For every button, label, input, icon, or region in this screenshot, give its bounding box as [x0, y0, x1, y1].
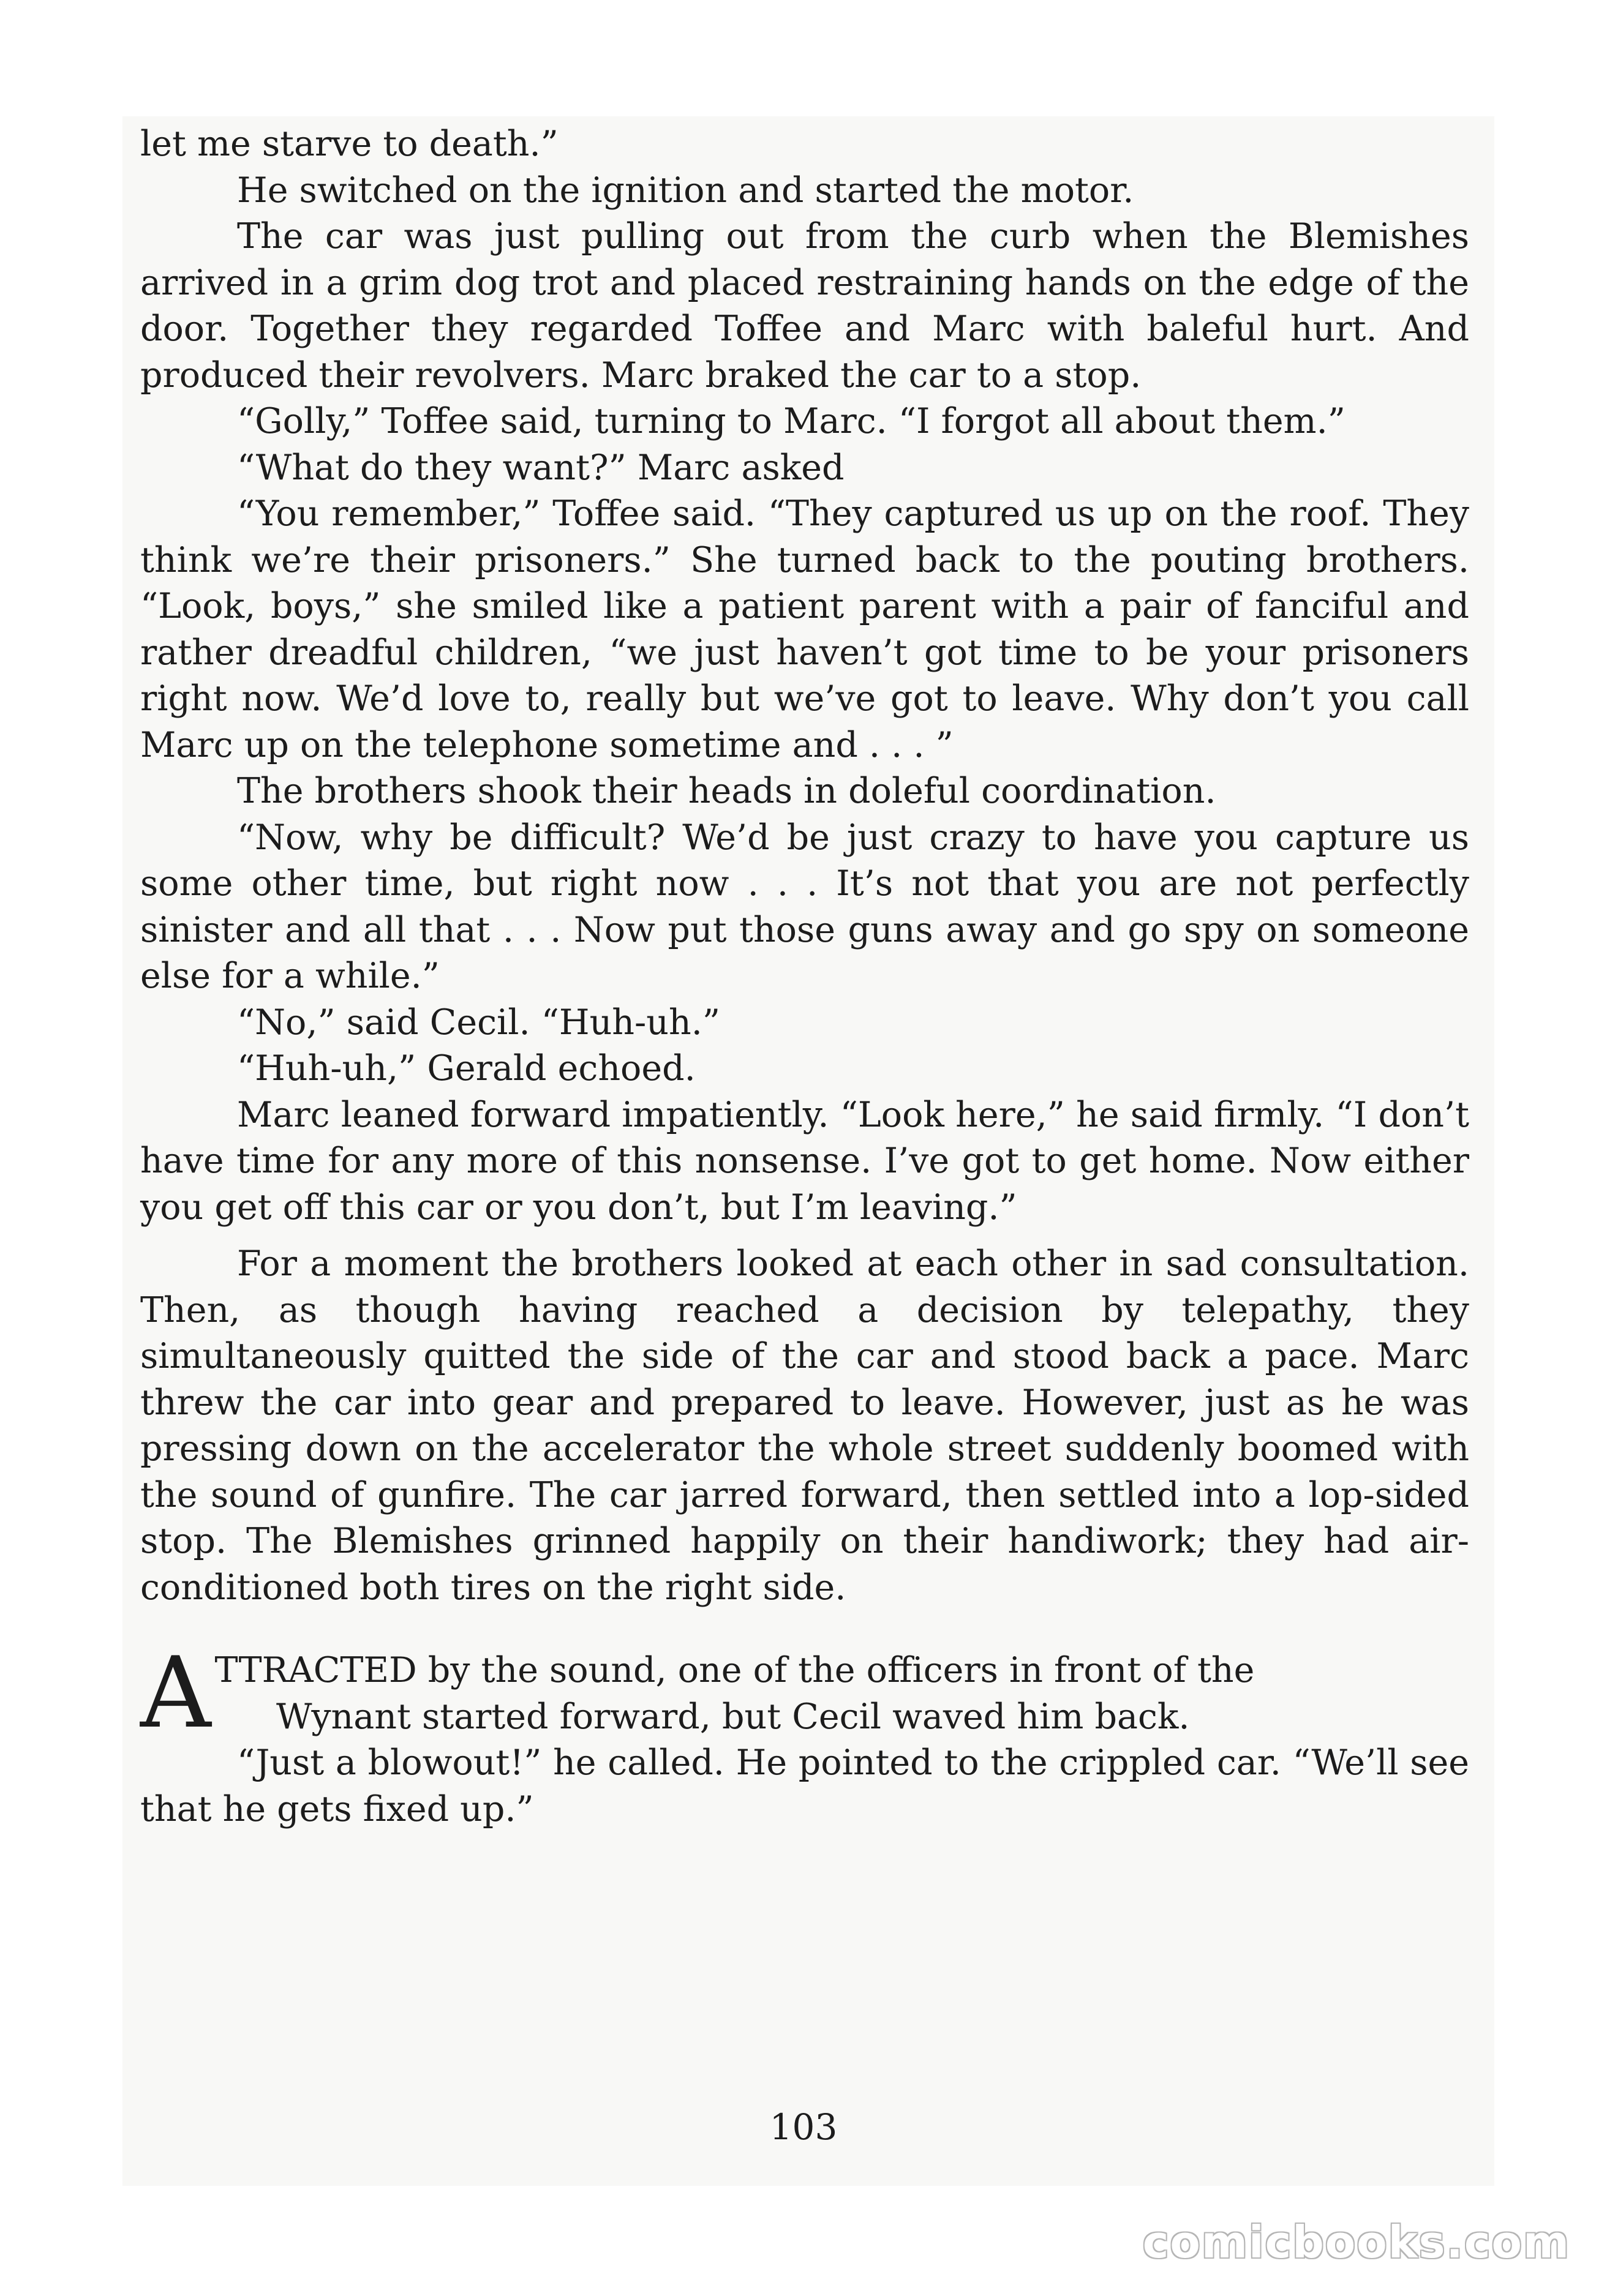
dropcap-line-2: Wynant started forward, but Cecil waved him back.	[276, 1696, 1190, 1737]
paragraph: Marc leaned forward impatiently. “Look here,” he said firmly. “I don’t have time for any more of this nonsense. I’ve got to get home. Now either you get off this car or you don’t, but I’m leaving.”	[140, 1094, 1469, 1228]
drop-cap-letter: A	[140, 1635, 211, 1750]
paragraph: “No,” said Cecil. “Huh-uh.”	[237, 1002, 720, 1043]
paragraph: The brothers shook their heads in doleful coordination.	[237, 771, 1216, 811]
dropcap-line-1: TTRACTED by the sound, one of the officers in front of the	[214, 1650, 1255, 1690]
paragraph: “Now, why be difficult? We’d be just crazy to have you capture us some other time, but right now . . . It’s not that you are not perfectly sinister and all that . . . Now put those guns away and go spy on someone else for a while.”	[140, 817, 1469, 996]
paragraph: He switched on the ignition and started the motor.	[237, 170, 1134, 211]
body-text	[140, 121, 1469, 1833]
paragraph: “Huh-uh,” Gerald echoed.	[237, 1048, 696, 1089]
dropcap-paragraph	[140, 1635, 1469, 1750]
paragraph: let me starve to death.”	[140, 124, 559, 164]
paragraph: “Golly,” Toffee said, turning to Marc. “I forgot all about them.”	[237, 401, 1345, 441]
paragraph-gap	[140, 1231, 1469, 1241]
paragraph: “You remember,” Toffee said. “They captured us up on the roof. They think we’re their prisoners.” She turned back to the pouting brothers. “Look, boys,” she smiled like a patient parent with a pair of fanciful and rather dreadful children, “we just haven’t got time to be your prisoners right now. We’d love to, really but we’ve got to leave. Why don’t you call Marc up on the telephone sometime and . . . ”	[140, 493, 1469, 765]
section-break	[140, 1611, 1469, 1648]
paragraph: “Just a blowout!” he called. He pointed to the crippled car. “We’ll see that he gets fixed up.”	[140, 1743, 1469, 1829]
paragraph: The car was just pulling out from the curb when the Blemishes arrived in a grim dog trot and placed restraining hands on the edge of the door. Together they regarded Toffee and Marc with baleful hurt. And produced their revolvers. Marc braked the car to a stop.	[140, 216, 1469, 396]
paragraph: “What do they want?” Marc asked	[237, 447, 845, 488]
page-number: 103	[769, 2106, 838, 2148]
paragraph: For a moment the brothers looked at each other in sad consultation. Then, as though having reached a decision by telepathy, they simultaneously quitted the side of the car and stood back a pace. Marc threw the car into gear and prepared to leave. However, just as he was pressing down on the accelerator the whole street suddenly boomed with the sound of gunfire. The car jarred forward, then settled into a lop-sided stop. The Blemishes grinned happily on their handiwork; they had air-conditioned both tires on the right side.	[140, 1244, 1469, 1608]
watermark-logo: comicbooks.com	[1142, 2216, 1570, 2268]
